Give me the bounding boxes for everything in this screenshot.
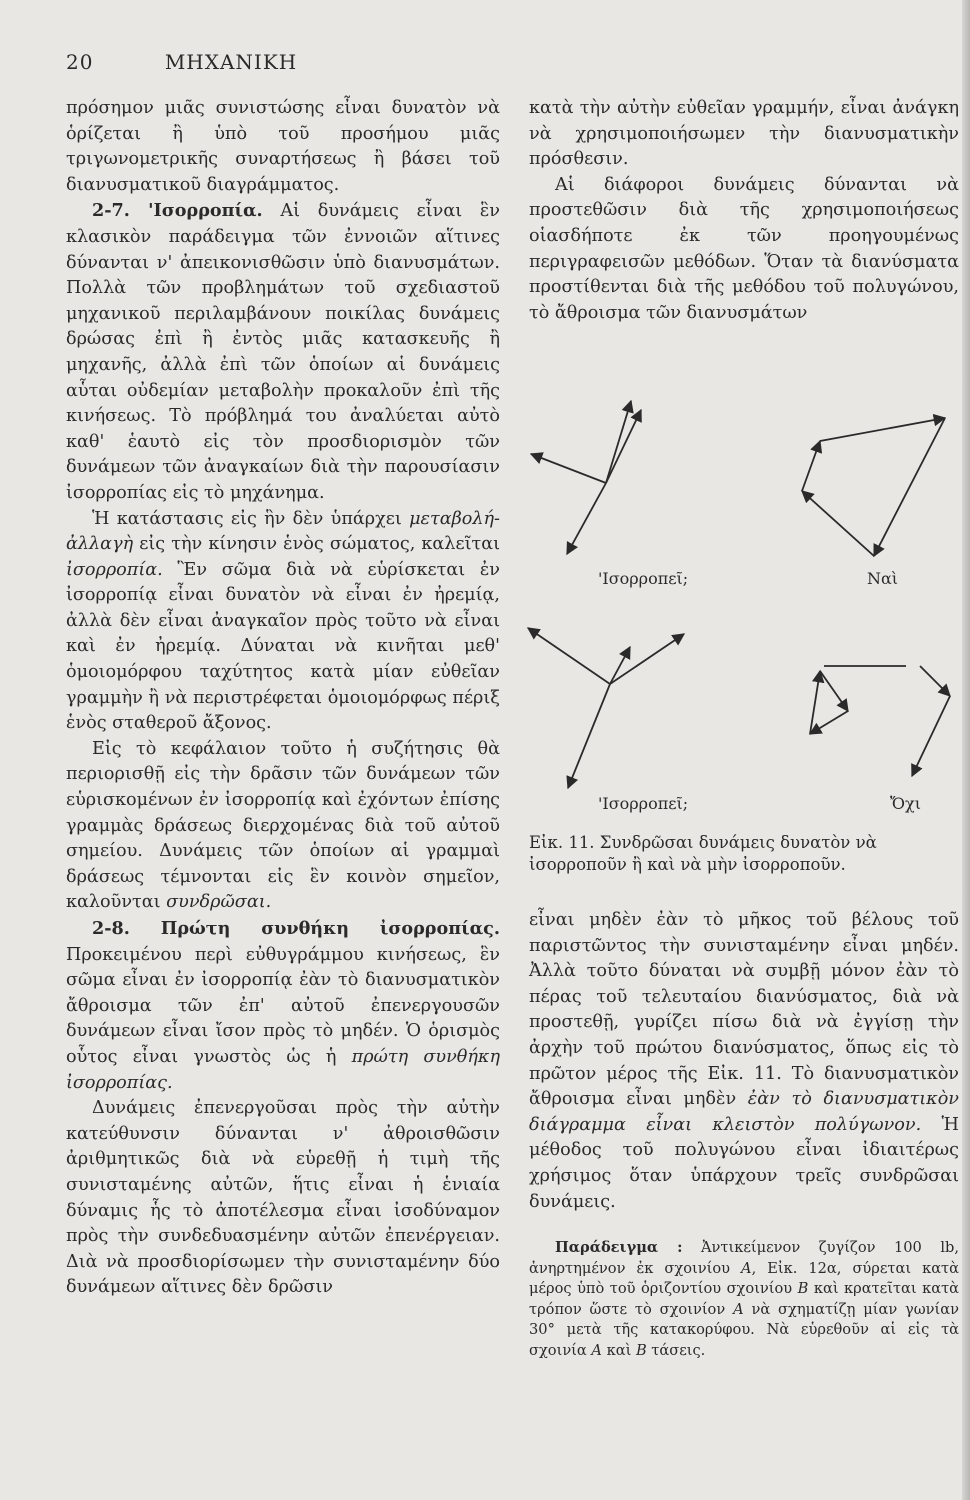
figure-caption: Εἰκ. 11. Συνδρῶσαι δυνάμεις δυνατὸν νὰ ἰσορροποῦν ἢ καὶ νὰ μὴν ἰσορροποῦν.	[529, 833, 877, 874]
example-text	[529, 1238, 959, 1361]
section-heading: 2-8. Πρώτη συνθήκη ἰσορροπίας.	[92, 918, 500, 939]
example-label: Παράδειγμα :	[555, 1239, 683, 1256]
text-run: καὶ κρατεῖται κατὰ τρόπον ὥστε τὸ σχοινίον	[529, 1280, 959, 1318]
force-arrow	[528, 628, 610, 684]
force-arrow	[610, 647, 630, 684]
text-run: τάσεις.	[646, 1341, 706, 1359]
paragraph	[66, 507, 500, 737]
figure-label: Ὄχι	[890, 794, 921, 813]
force-arrow	[567, 483, 606, 554]
text-run: Ἓν σῶμα διὰ νὰ εὑρίσκεται ἐν ἰσορροπίᾳ εἶναι δυνατὸν νὰ εἶναι ἐν ἠρεμίᾳ, ἀλλὰ δὲν εἶναι ἀναγκαῖον πρὸς τοῦτο νὰ εἶναι καὶ ἐν ἠρεμίᾳ. Δύναται νὰ κινῆται μεθ' ὁμοιομόρφου ταχύτητος κατὰ μίαν εὐθεῖαν γραμμὴν ἢ νὰ περιστρέφεται ὁμοιομόρφως πέριξ ἑνὸς σταθεροῦ ἄξονος.	[66, 559, 500, 734]
paragraph	[529, 908, 959, 1215]
force-arrow	[606, 410, 641, 483]
section-body: Αἱ δυνάμεις εἶναι ἓν κλασικὸν παράδειγμα τῶν ἐννοιῶν αἵτινες δύνανται ν' ἀπεικονισθῶσιν ὑπὸ διανυσμάτων. Πολλὰ τῶν προβλημάτων τοῦ σχεδιαστοῦ μηχανικοῦ περιλαμβάνουν ποικίλας δυνάμεις δρώσας ἐπὶ ἢ ἐντὸς μιᾶς κατασκευῆς ἢ μηχανῆς, ἀλλὰ ἐπὶ τῶν ὁποίων αἱ δυνάμεις αὗται οὐδεμίαν μεταβολὴν προκαλοῦν ἐπὶ τῆς κινήσεως. Τὸ πρόβλημά του ἀναλύεται αὐτὸ καθ' ἑαυτὸ εἰς τὸν προσδιορισμὸν τῶν δυνάμεων τῶν ἀναγκαίων διὰ τὴν παρουσίασιν ἰσορροπίας εἰς τὸ μηχάνημα.	[66, 201, 500, 503]
example-block	[529, 1238, 959, 1361]
paragraph: Αἱ διάφοροι δυνάμεις δύνανται νὰ προστεθῶσιν διὰ τῆς χρησιμοποιήσεως οἱασδήποτε ἐκ τῶν προηγουμένως περιγραφεισῶν μεθόδων. Ὅταν τὰ διανύσματα προστίθενται διὰ τῆς μεθόδου τοῦ πολυγώνου, τὸ ἄθροισμα τῶν διανυσμάτων	[529, 174, 959, 323]
variable: A	[741, 1259, 752, 1277]
force-arrow	[606, 401, 631, 483]
left-column	[66, 96, 500, 1301]
page-number: 20	[66, 50, 94, 74]
polygon-vector	[920, 666, 950, 696]
polygon-vector	[810, 671, 820, 734]
text-run: εἰς τὴν κίνησιν ἑνὸς σώματος, καλεῖται	[133, 534, 500, 555]
text-run: Ἀντικείμενον ζυγίζον 100 lb, ἀνηρτημένον ἐκ σχοινίου	[529, 1239, 959, 1277]
running-title: ΜΗΧΑΝΙΚΗ	[164, 50, 298, 74]
figure-11-drawing	[510, 396, 965, 826]
force-arrow	[568, 684, 610, 788]
page-edge	[962, 0, 970, 1500]
paragraph: κατὰ τὴν αὐτὴν εὐθεῖαν γραμμήν, εἶναι ἀνάγκη νὰ χρησιμοποιήσωμεν τὴν διανυσματικὴν πρόσθεσιν.	[529, 98, 959, 170]
section-heading: 2-7. 'Ισορροπία.	[92, 200, 263, 222]
polygon-vector	[820, 418, 945, 441]
polygon-vector	[802, 491, 874, 556]
right-column-continued	[529, 908, 959, 1215]
right-column	[529, 96, 959, 326]
figure-11	[510, 396, 965, 826]
polygon-vector	[912, 696, 950, 776]
text-run: Εἰς τὸ κεφάλαιον τοῦτο ἡ συζήτησις θὰ περιορισθῇ εἰς τὴν δρᾶσιν τῶν δυνάμεων τῶν εὑρισκομένων ἐν ἰσορροπίᾳ καὶ ἐχόντων ἐπίσης γραμμὰς δράσεως διερχομένας διὰ τοῦ αὐτοῦ σημείου. Δυνάμεις τῶν ὁποίων αἱ γραμμαὶ δράσεως τέμνονται εἰς ἓν κοινὸν σημεῖον, καλοῦνται	[66, 738, 500, 913]
text-run: Ἡ κατάστασις εἰς ἣν δὲν ὑπάρχει	[92, 508, 410, 529]
text-run: , Εἰκ. 12α, σύρεται κατὰ μέρος ὑπὸ τοῦ ὁριζοντίου σχοινίου	[529, 1259, 959, 1297]
variable: B	[797, 1280, 809, 1297]
text-run: καὶ	[601, 1341, 636, 1359]
text-run: Ἡ μέθοδος τοῦ πολυγώνου εἶναι ἰδιαιτέρως χρήσιμος ὅταν ὑπάρχουν τρεῖς συνδρῶσαι δυνάμεις.	[529, 1114, 959, 1212]
figure-label: 'Ισορροπεῖ;	[598, 794, 689, 813]
italic-term: πρώτη συνθήκη ἰσορροπίας.	[66, 1046, 500, 1093]
variable: A	[591, 1341, 602, 1359]
polygon-vector	[802, 441, 820, 491]
section-2-7	[66, 198, 500, 506]
italic-term: ἐὰν τὸ διανυσματικὸν διάγραμμα εἶναι κλειστὸν πολύγωνον.	[529, 1089, 959, 1135]
paragraph: πρόσημον μιᾶς συνιστώσης εἶναι δυνατὸν νὰ ὁρίζεται ἢ ὑπὸ τοῦ προσήμου μιᾶς τριγωνομετρικῆς συναρτήσεως ἢ βάσει τοῦ διανυσματικοῦ διαγράμματος.	[66, 98, 500, 195]
figure-label: Ναὶ	[867, 569, 899, 588]
polygon-vector	[810, 711, 848, 734]
paragraph	[66, 737, 500, 916]
italic-term: συνδρῶσαι.	[166, 892, 272, 913]
polygon-vector	[874, 418, 945, 556]
figure-label: 'Ισορροπεῖ;	[598, 569, 689, 588]
force-arrow	[610, 634, 684, 684]
paragraph: Δυνάμεις ἐπενεργοῦσαι πρὸς τὴν αὐτὴν κατεύθυνσιν δύνανται ν' ἀθροισθῶσιν ἀριθμητικῶς διὰ νὰ εὑρεθῇ ἡ τιμὴ τῆς συνισταμένης αὐτῶν, ἥτις εἶναι ἡ ἑνιαία δύναμις ἧς τὸ ἀποτέλεσμα εἶναι ἰσοδύναμον πρὸς τὴν συνδεδυασμένην αὐτῶν ἐπενέργειαν. Διὰ νὰ προσδιορίσωμεν τὴν συνισταμένην δύο δυνάμεων αἵτινες δὲν δρῶσιν	[66, 1098, 500, 1298]
variable: B	[635, 1341, 647, 1359]
section-body: Προκειμένου περὶ εὐθυγράμμου κινήσεως, ἓν σῶμα εἶναι ἐν ἰσορροπίᾳ ἐὰν τὸ διανυσματικὸν ἄθροισμα τῶν ἐπ' αὐτοῦ ἐπενεργουσῶν δυνάμεων εἶναι ἴσον πρὸς τὸ μηδέν. Ὁ ὁρισμὸς οὗτος εἶναι γνωστὸς ὡς ἡ	[66, 944, 500, 1067]
force-arrow	[531, 454, 606, 483]
italic-term: μεταβολή-ἀλλαγὴ	[66, 508, 500, 555]
running-header	[66, 50, 297, 74]
italic-term: ἰσορροπία.	[66, 559, 163, 580]
text-run: νὰ σχηματίζῃ μίαν γωνίαν 30° μετὰ τῆς κατακορύφου. Νὰ εὑρεθοῦν αἱ εἰς τὰ σχοινία	[529, 1300, 959, 1359]
text-run: εἶναι μηδὲν ἐὰν τὸ μῆκος τοῦ βέλους τοῦ παριστῶντος τὴν συνισταμένην εἶναι μηδέν. Ἀλλὰ τοῦτο δύναται νὰ συμβῇ μόνον ἐὰν τὸ πέρας τοῦ τελευταίου διανύσματος, διὰ νὰ προστεθῇ, γυρίζει πίσω διὰ νὰ ἐγγίσῃ τὴν ἀρχὴν τοῦ πρώτου διανύσματος, ὅπως εἰς τὸ πρῶτον μέρος τῆς Εἰκ. 11. Τὸ διανυσματικὸν ἄθροισμα εἶναι μηδὲν	[529, 910, 959, 1110]
polygon-vector	[820, 671, 848, 711]
variable: A	[733, 1300, 744, 1318]
section-2-8	[66, 916, 500, 1096]
